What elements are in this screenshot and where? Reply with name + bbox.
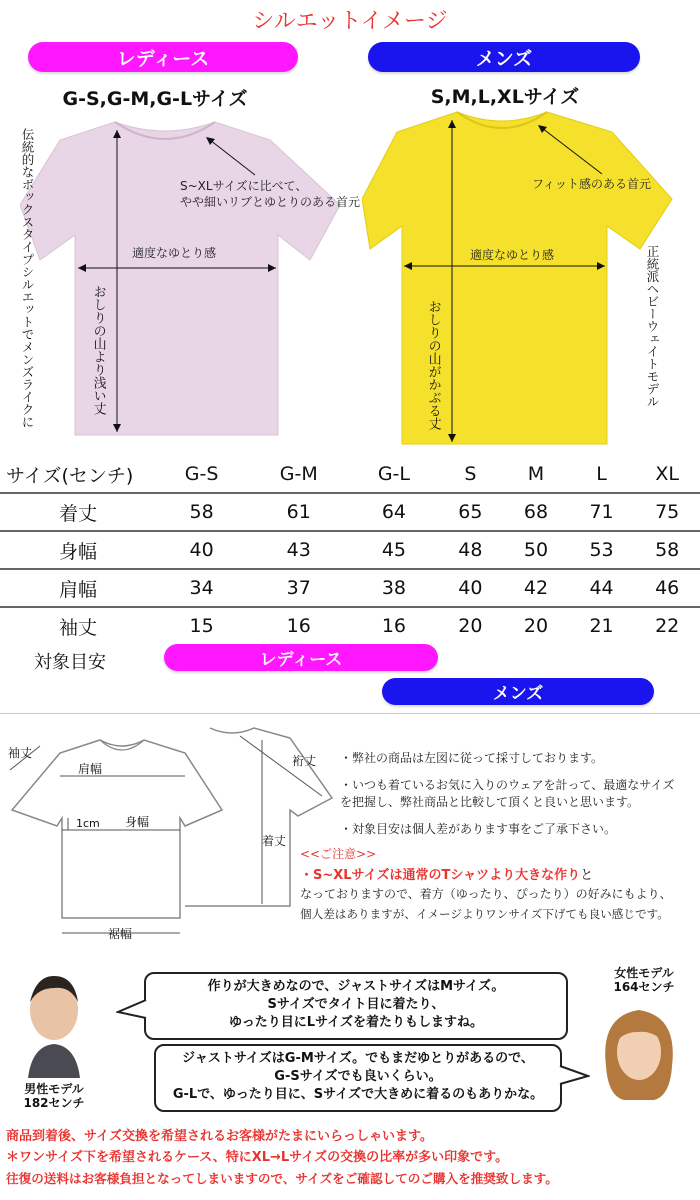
female-bubble-tail (556, 1064, 590, 1088)
page-title: シルエットイメージ (252, 9, 448, 34)
table-cell: 34 (189, 577, 214, 599)
ladies-tshirt-illustration (20, 110, 350, 450)
table-cell: 42 (523, 577, 549, 599)
caution-heading: <<ご注意>> (300, 847, 377, 861)
table-cell: 22 (655, 615, 680, 637)
ladies-label-pill: レディース (28, 42, 298, 72)
table-cell: 71 (589, 501, 614, 523)
table-cell: 16 (286, 615, 311, 637)
table-cell: 40 (189, 539, 214, 561)
table-cell: 68 (523, 501, 549, 523)
bubble2-line3: G-Lで、ゆったり目に、Sサイズで大きめに着るのもありかな。 (172, 1087, 544, 1102)
table-cell: 61 (286, 501, 311, 523)
diagram-sleeve-label: 袖丈 (8, 746, 33, 760)
table-row-label: 身幅 (58, 540, 97, 563)
bottom-note-1: 商品到着後、サイズ交換を希望されるお客様がたまにいらっしゃいます。 (6, 1129, 433, 1144)
caution-highlight: ・S~XLサイズは通常のTシャツより大きな作り (300, 868, 581, 883)
mens-sizes-caption: S,M,L,XLサイズ (430, 86, 580, 108)
table-row (0, 607, 700, 644)
table-cell: 58 (655, 539, 680, 561)
diagram-yuki-label: 裄丈 (292, 754, 317, 768)
table-cell: 46 (655, 577, 680, 599)
male-model-caption (8, 1082, 100, 1110)
measurement-info (340, 750, 698, 838)
table-cell: 37 (286, 577, 311, 599)
bottom-note-2: ＊ワンサイズ下を希望されるケース、特にXL→Lサイズの交換の比率が多い印象です。 (6, 1150, 509, 1165)
table-cell: 48 (458, 539, 483, 561)
table-cell: 53 (589, 539, 614, 561)
table-cell: 16 (381, 615, 406, 637)
bubble1-line1: 作りが大きめなので、ジャストサイズはMサイズ。 (207, 979, 505, 994)
female-speech-bubble (154, 1044, 562, 1112)
male-speech-bubble (144, 972, 568, 1040)
table-header-cell: G-M (279, 463, 318, 485)
bubble1-line2: Sサイズでタイト目に着たり、 (267, 997, 445, 1012)
bubble2-line2: G-Sサイズでも良いくらい。 (274, 1069, 442, 1084)
mens-length-note: おしりの山がかぶる丈 (425, 300, 441, 430)
ladies-width-note: 適度なゆとり感 (132, 246, 217, 260)
table-header-cell: XL (655, 463, 679, 485)
mens-collar-note: フィット感のある首元 (532, 177, 652, 191)
male-bubble-tail (116, 998, 148, 1022)
table-header-cell: G-S (184, 463, 219, 485)
ladies-collar-note-2: やや細いリブとゆとりのある首元 (180, 195, 361, 209)
table-row-label: 着丈 (58, 502, 97, 525)
table-cell: 58 (189, 501, 214, 523)
mens-label-pill: メンズ (368, 42, 640, 72)
table-cell: 38 (381, 577, 406, 599)
table-cell: 15 (189, 615, 214, 637)
diagram-1cm-label: 1cm (76, 817, 100, 830)
diagram-body-width-label: 身幅 (125, 815, 150, 829)
table-header-row (0, 456, 700, 493)
info-line-2b: を把握し、弊社商品と比較して頂くと良いと思います。 (340, 795, 640, 809)
male-model-label-1: 男性モデル (24, 1082, 84, 1096)
info-line-1: ・弊社の商品は左図に従って採寸しております。 (340, 751, 604, 765)
table-row (0, 493, 700, 531)
table-header-cell: サイズ(センチ) (6, 464, 134, 487)
ladies-length-note: おしりの山より浅い丈 (90, 285, 106, 415)
table-cell: 50 (523, 539, 549, 561)
bubble2-line1: ジャストサイズはG-Mサイズ。でもまだゆとりがあるので、 (182, 1051, 534, 1066)
caution-line-3: 個人差はありますが、イメージよりワンサイズ下げても良い感じです。 (300, 907, 669, 921)
table-cell: 20 (523, 615, 549, 637)
bubble1-line3: ゆったり目にLサイズを着たりもしますね。 (228, 1015, 484, 1030)
table-cell: 75 (655, 501, 680, 523)
mens-tshirt-illustration (362, 104, 682, 449)
bottom-notes (6, 1126, 558, 1189)
caution-line-1 (300, 864, 593, 883)
caution-tail: と (580, 868, 594, 883)
info-line-2a: ・いつも着ているお気に入りのウェアを計って、最適なサイズ (340, 778, 675, 792)
target-label: 対象目安 (34, 652, 106, 673)
female-model-avatar (594, 996, 684, 1108)
mens-width-note: 適度なゆとり感 (470, 248, 555, 262)
table-cell: 20 (458, 615, 483, 637)
table-cell: 21 (589, 615, 614, 637)
diagram-shoulder-label: 肩幅 (78, 762, 103, 776)
bottom-note-3: 往復の送料はお客様負担となってしまいますので、サイズをご確認してのご購入を推奨致します。 (6, 1171, 558, 1186)
male-model-label-2: 182センチ (23, 1096, 85, 1110)
ladies-sizes-caption: G-S,G-M,G-Lサイズ (62, 88, 248, 110)
female-model-label-2: 164センチ (613, 980, 675, 994)
table-cell: 64 (381, 501, 406, 523)
info-line-3: ・対象目安は個人差があります事をご了承下さい。 (340, 822, 617, 836)
table-header-cell: G-L (377, 463, 410, 485)
ladies-collar-note-1: S~XLサイズに比べて、 (180, 179, 308, 193)
table-cell: 43 (286, 539, 311, 561)
table-header-cell: S (464, 463, 477, 485)
ladies-side-note: 伝統的なボックスタイプシルエットでメンズライクに (20, 128, 35, 428)
female-model-label-1: 女性モデル (614, 966, 674, 980)
size-table (0, 456, 700, 644)
table-row (0, 569, 700, 607)
table-row-label: 肩幅 (58, 578, 97, 601)
female-model-caption (598, 966, 690, 994)
diagram-hem-width-label: 裾幅 (108, 927, 133, 941)
table-cell: 44 (589, 577, 614, 599)
table-header-cell: L (596, 463, 607, 485)
diagram-length-label: 着丈 (262, 834, 287, 848)
caution-line-2: なっておりますので、着方（ゆったり、ぴったり）の好みにもより、 (300, 887, 672, 901)
table-row-label: 袖丈 (58, 616, 97, 639)
table-row (0, 531, 700, 569)
table-cell: 65 (458, 501, 483, 523)
male-model-avatar (18, 968, 90, 1078)
target-ladies-bar: レディース (164, 644, 438, 671)
measurement-diagram (0, 718, 340, 958)
section-divider (0, 713, 700, 714)
table-cell: 45 (381, 539, 406, 561)
table-header-cell: M (527, 463, 545, 485)
mens-side-note: 正統派ヘビーウェイトモデル (645, 245, 660, 408)
table-cell: 40 (458, 577, 483, 599)
target-mens-bar: メンズ (382, 678, 654, 705)
